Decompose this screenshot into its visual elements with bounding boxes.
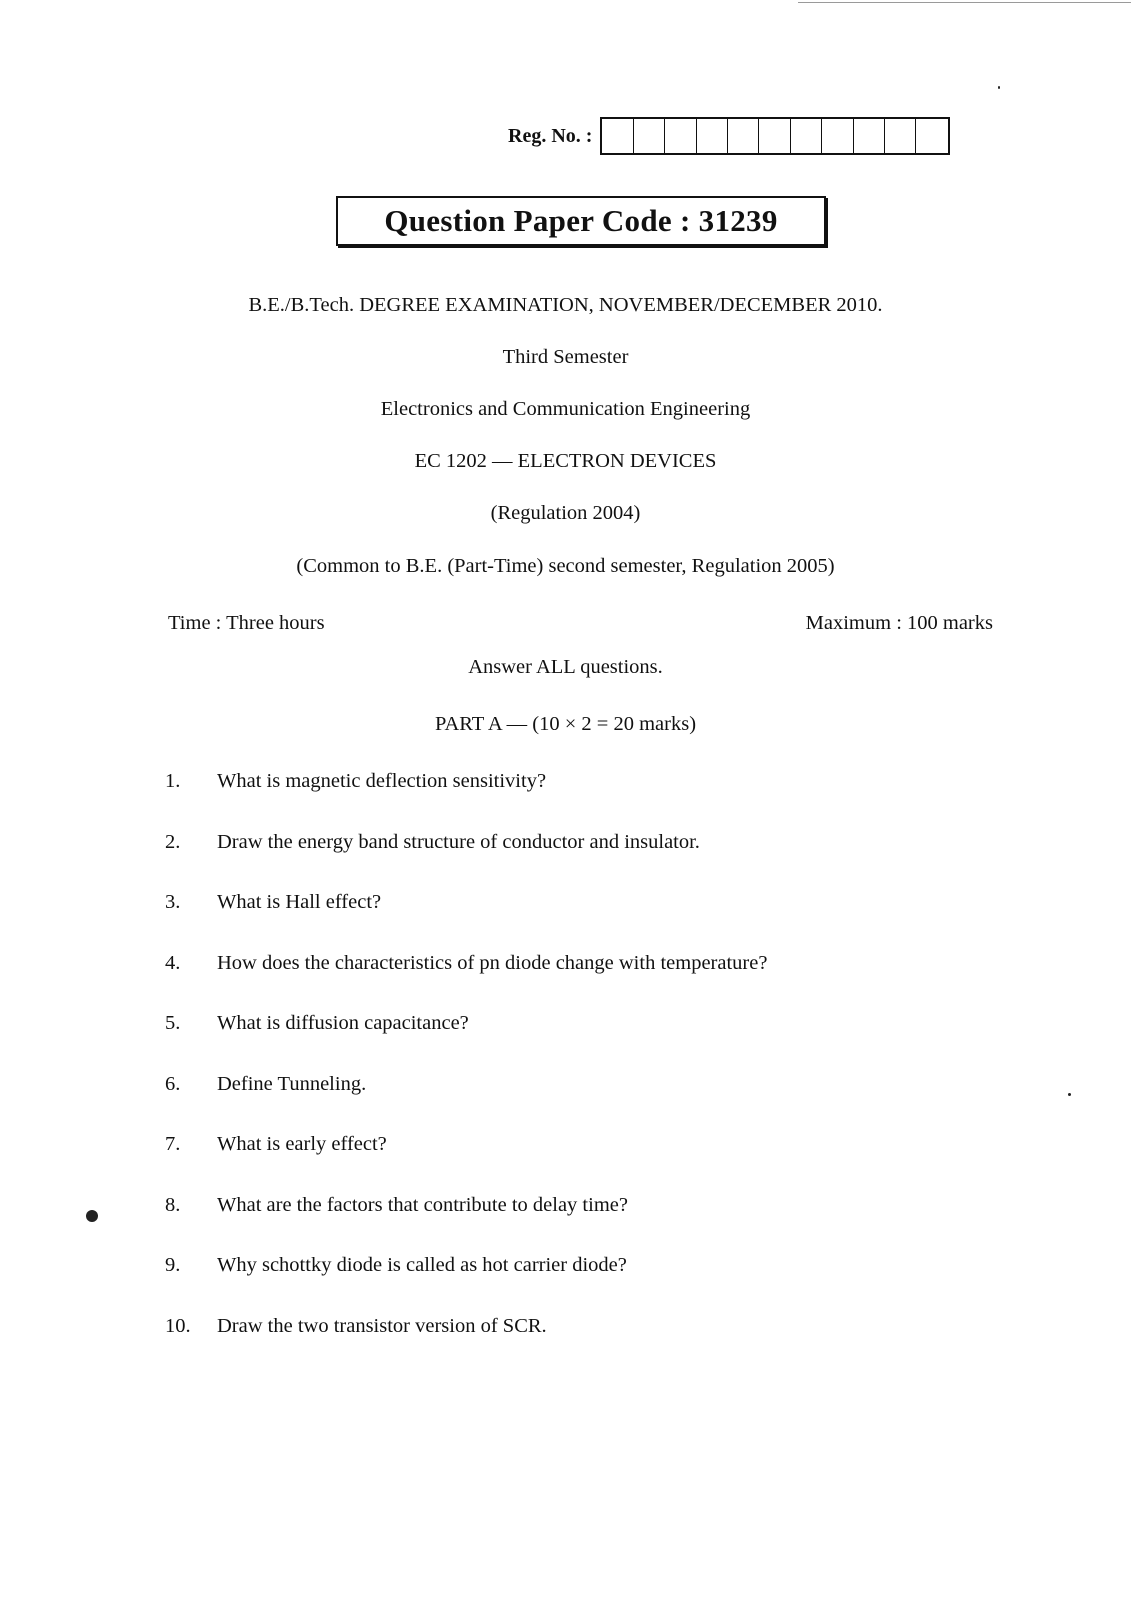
question-item xyxy=(165,770,965,831)
question-text: What is early effect? xyxy=(217,1133,387,1155)
question-text: Draw the energy band structure of conductor and insulator. xyxy=(217,830,700,853)
part-heading: PART A — (10 × 2 = 20 marks) xyxy=(434,713,697,735)
question-item xyxy=(165,831,965,892)
reg-number-boxes xyxy=(600,117,949,155)
reg-digit-box xyxy=(885,119,916,153)
time-and-marks-row xyxy=(168,612,993,635)
question-item xyxy=(165,952,965,1013)
reg-digit-box xyxy=(728,119,759,153)
reg-digit-box xyxy=(634,119,665,153)
question-item xyxy=(165,1194,965,1255)
reg-digit-box xyxy=(822,119,853,153)
question-text: How does the characteristics of pn diode change with temperature? xyxy=(217,951,768,974)
branch: Electronics and Communication Engineering xyxy=(380,398,751,420)
reg-digit-box xyxy=(697,119,728,153)
degree-line: B.E./B.Tech. DEGREE EXAMINATION, NOVEMBER/DECEMBER 2010. xyxy=(248,294,883,316)
common-note: (Common to B.E. (Part-Time) second semester, Regulation 2005) xyxy=(296,555,835,577)
question-number: 9. xyxy=(165,1254,181,1276)
scan-edge-line xyxy=(798,2,1131,3)
reg-digit-box xyxy=(854,119,885,153)
question-number: 2. xyxy=(165,830,181,853)
question-number: 5. xyxy=(165,1012,181,1034)
question-text: Why schottky diode is called as hot carrier diode? xyxy=(217,1254,627,1276)
question-number: 1. xyxy=(165,770,181,792)
question-number: 10. xyxy=(165,1314,191,1337)
question-item xyxy=(165,891,965,952)
reg-digit-box xyxy=(665,119,696,153)
question-text: Define Tunneling. xyxy=(217,1072,367,1095)
question-number: 6. xyxy=(165,1072,181,1095)
reg-digit-box xyxy=(791,119,822,153)
question-item xyxy=(165,1133,965,1194)
reg-digit-box xyxy=(602,119,633,153)
question-text: What is magnetic deflection sensitivity? xyxy=(217,770,547,792)
question-number: 4. xyxy=(165,951,181,974)
question-text: What is diffusion capacitance? xyxy=(217,1012,469,1034)
maximum-marks: Maximum : 100 marks xyxy=(805,612,993,634)
question-number: 8. xyxy=(165,1193,181,1216)
scan-speck xyxy=(998,86,1000,89)
question-text: What is Hall effect? xyxy=(217,891,382,913)
reg-digit-box xyxy=(759,119,790,153)
reg-label: Reg. No. : xyxy=(508,124,593,147)
time-allowed: Time : Three hours xyxy=(168,612,325,634)
instruction: Answer ALL questions. xyxy=(468,656,663,678)
scan-speck xyxy=(86,1210,98,1222)
question-item xyxy=(165,1012,965,1073)
question-paper-code: Question Paper Code : 31239 xyxy=(336,196,826,246)
question-item xyxy=(165,1254,965,1315)
question-text: What are the factors that contribute to delay time? xyxy=(217,1193,628,1216)
course-title: EC 1202 — ELECTRON DEVICES xyxy=(414,450,717,472)
reg-digit-box xyxy=(916,119,947,153)
scan-speck xyxy=(1068,1093,1071,1096)
regulation: (Regulation 2004) xyxy=(490,502,641,524)
question-number: 3. xyxy=(165,891,181,913)
question-text: Draw the two transistor version of SCR. xyxy=(217,1314,547,1337)
registration-number xyxy=(508,117,950,155)
semester: Third Semester xyxy=(502,346,629,368)
question-item xyxy=(165,1315,965,1376)
question-item xyxy=(165,1073,965,1134)
question-number: 7. xyxy=(165,1133,181,1155)
question-list xyxy=(165,770,965,1375)
